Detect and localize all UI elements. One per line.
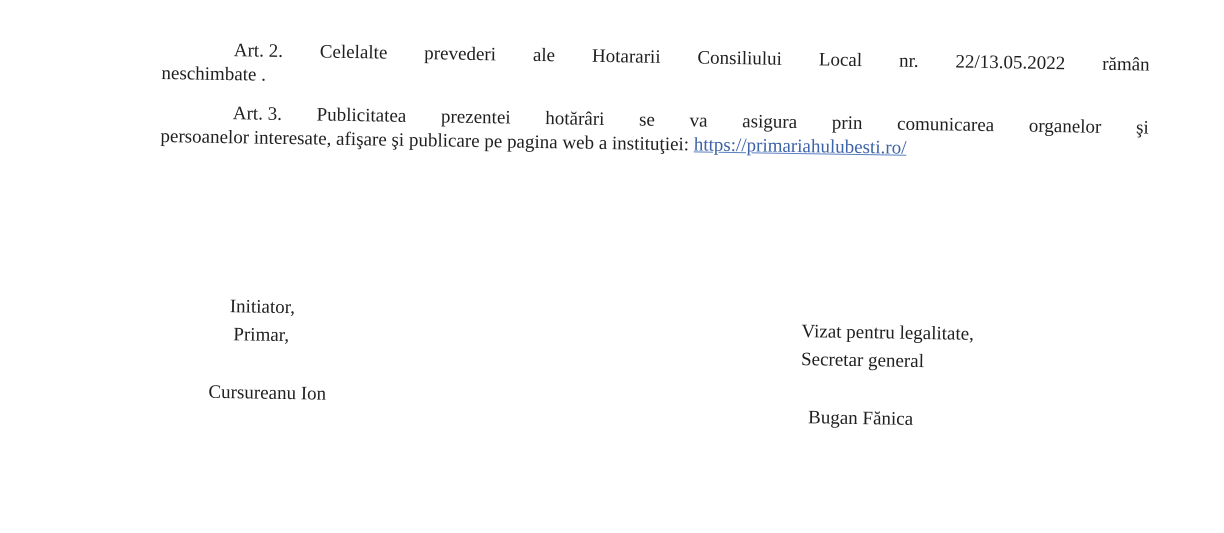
article-3-word: prezentei	[440, 106, 511, 129]
legalitate-name: Bugan Fănica	[807, 407, 914, 430]
article-3-number: Art. 3.	[232, 103, 283, 125]
article-2-word: Celelalte	[319, 41, 388, 64]
article-2-word: 22/13.05.2022	[955, 51, 1066, 75]
legalitate-role: Secretar general	[800, 349, 925, 373]
article-2-word: rămân	[1101, 53, 1150, 76]
article-2-word: ale	[532, 44, 556, 67]
article-3-line-2-text: persoanelor interesate, afişare şi publicare pe pagina web a instituţiei:	[160, 126, 694, 156]
article-3-word: asigura	[742, 111, 798, 134]
article-2-word: Hotararii	[591, 45, 661, 68]
article-3-word: se	[638, 109, 656, 131]
initiator-label: Initiator,	[229, 296, 296, 319]
article-3-word: organelor	[1028, 115, 1102, 138]
article-3-word: Publicitatea	[316, 104, 407, 127]
article-2-line-2: neschimbate .	[161, 63, 267, 86]
article-2-word: nr.	[898, 50, 919, 72]
article-2-word: Local	[818, 49, 863, 72]
article-2	[161, 38, 1150, 102]
article-3-word: şi	[1135, 117, 1149, 139]
article-2-word: Consiliului	[697, 47, 783, 70]
article-3-word: va	[689, 110, 708, 132]
website-link[interactable]: https://primariahulubesti.ro/	[693, 134, 907, 159]
article-2-word: prevederi	[424, 43, 497, 66]
article-3	[160, 101, 1149, 165]
legalitate-label: Vizat pentru legalitate,	[801, 321, 975, 345]
article-2-number: Art. 2.	[233, 40, 284, 62]
article-3-word: hotărâri	[545, 108, 605, 130]
article-3-word: comunicarea	[896, 113, 995, 137]
initiator-name: Cursureanu Ion	[208, 381, 327, 405]
initiator-role: Primar,	[233, 324, 290, 347]
article-3-word: prin	[831, 112, 863, 135]
